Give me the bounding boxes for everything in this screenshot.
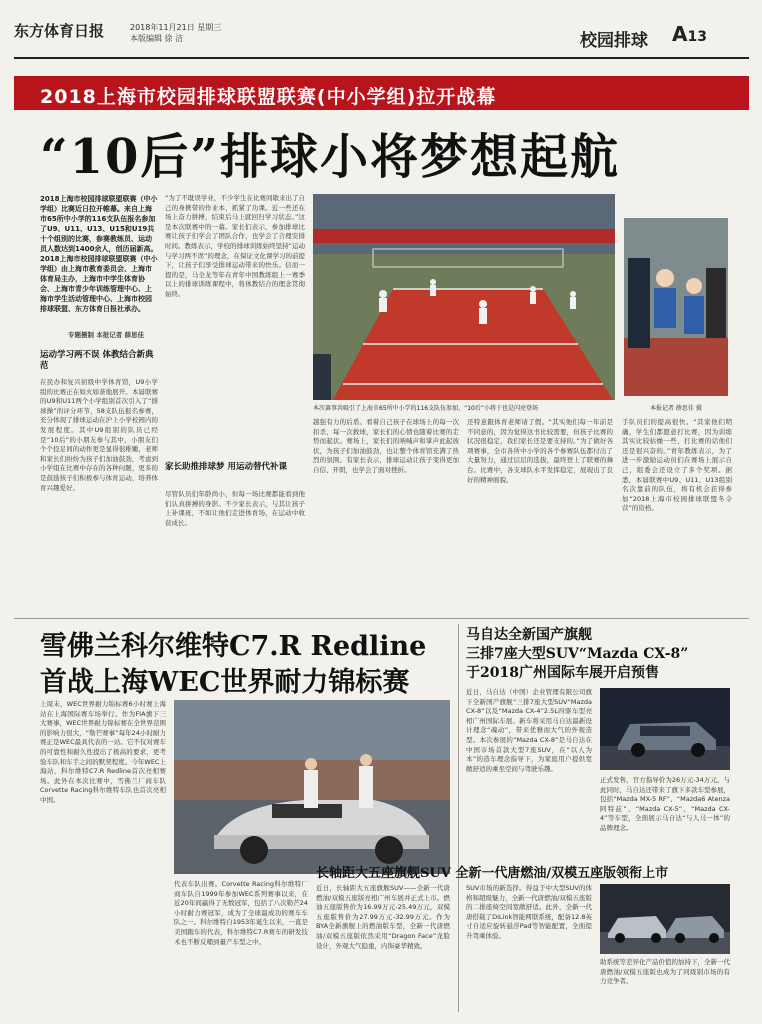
- newspaper-brand: 东方体育日报: [14, 22, 105, 40]
- mazda-photo: [600, 688, 730, 770]
- tang-column-2: SUV市场的新选择。得益于中大型SUV的体格和超级魅力，全新一代唐燃油/双模五座版的二排座椅空间宽敞舒适。此外，全新一代唐搭载了DiLink智能网联系统，配备12.8英寸自适应旋转悬浮Pad等智能配置，全面提升驾乘体验。: [466, 884, 592, 940]
- side-photo-caption: 本报记者 薛思佳 摄: [650, 405, 702, 412]
- photo-caption: 本次赛事共吸引了上海市65所中小学的116支队伍参加，“10后”小将于也是闪亮登场: [313, 405, 538, 412]
- byline: 专题摄制 本报记者 薛思佳: [68, 331, 145, 339]
- banner-title: 2018上海市校园排球联盟联赛(中小学组)拉开战幕: [40, 86, 497, 108]
- mazda-headline-1: 马自达全新国产旗舰: [466, 627, 592, 643]
- vertical-divider: [458, 624, 459, 1012]
- subhead-2: 家长助推排球梦 用运动替代补课: [165, 462, 287, 472]
- lead-paragraph: 2018上海市校园排球联盟联赛（中小学组）比赛近日拉开帷幕。来自上海市65所中小学的116支队伍报名参加了U9、U11、U13、U15和U19共十个组别的比赛，参赛教练员、运动员人数达到1400余人，创历届新高。2018上海市校园排球联盟联赛（中小学组）由上海市教育委员会、上海市体育局主办，上海市中学生体育协会、上海市青少年训练管理中心、上海市学生活动管理中心、上海市校园排球联盟、东方体育日报社承办。: [40, 195, 158, 313]
- corvette-photo: [174, 700, 450, 874]
- mazda-column-1: 近日，马自达（中国）企业管理有限公司旗下全新国产旗舰“三排7座大型SUV“Mazda CX-8”以及“Mazda CX-4”2.5L四驱车型亮相广州国际车展。新车将采用马自达最新设计理念“魂动”，带来优雅而大气的外观造型。本次参展的“Mazda CX-8”是马自达在中国市场首款大型7座SUV，在“以人为本”的造车理念指导下，为家庭用户提供宽敞舒适的乘坐空间与驾驶乐趣。: [466, 688, 592, 773]
- suv-illustration: [600, 688, 730, 770]
- editor-line: 本版编辑 徐 洁: [130, 34, 184, 43]
- corvette-headline-2: 首战上海WEC世界耐力锦标赛: [40, 667, 410, 698]
- subhead-1: 运动学习两不误 体教结合新典范: [40, 350, 154, 371]
- mazda-column-2: 正式发售，官方指导价为26万元-34万元。与此同时，马自达还带来了旗下多款车型参展，包括“Mazda MX-5 RF”、“Mazda6 Atenza阿特兹”、“Mazda CX-5”、“Mazda CX-4”等车型，全面展示马自达“与人马一体”的品牌理念。: [600, 776, 730, 832]
- main-headline: “10后”排球小将梦想起航: [40, 129, 621, 185]
- corvette-column-1: 上周末，WEC世界耐力锦标赛6小时赛上海站在上海国际赛车场举行。作为FIA旗下三大赛事，WEC世界耐力锦标赛在全世界范围的影响力很大，“勒芒赛事”每年24小时耐力赛正是WEC最具代表的一站。它不仅对赛车的可靠性和耐久性提出了极高的要求，更考验车队和车手之间的默契程度。今年WEC上海站，科尔维特C7.R Redline首次亮相赛场。此外在本次比赛中，雪佛兰厂商车队Corvette Racing科尔维特车队也首次亮相中国。: [40, 700, 166, 804]
- tang-column-3: 助系统等差异化产品价值的加持下，全新一代唐燃油/双模五座版也成为了同级别市场的有力竞争者。: [600, 958, 730, 986]
- race-car-illustration: [174, 700, 450, 874]
- page-number: A13: [672, 22, 707, 46]
- corvette-column-2: 代表车队出赛。Corvette Racing科尔维特厂商车队自1999年参加WEC系列赛事以来，在近20年间赢得了无数冠军，包括了八次勒芒24小时耐力赛冠军，成为了全球最成功的赛车车队之一。科尔维特自1953年诞生以来，一直是美国跑车的代表，科尔维特C7.R赛车的研发技术也不断反哺到量产车型之中。: [174, 880, 308, 946]
- mazda-headline-2: 三排7座大型SUV“Mazda CX-8”: [466, 646, 689, 662]
- corvette-headline-1: 雪佛兰科尔维特C7.R Redline: [40, 631, 427, 662]
- tang-headline: 长轴距大五座旗舰SUV 全新一代唐燃油/双模五座版领衔上市: [316, 866, 669, 881]
- section-divider: [14, 618, 749, 619]
- kids-illustration: [624, 218, 728, 396]
- issue-date: [130, 22, 221, 44]
- column-2: “为了不耽误学业，不少学生在比赛间歇来出了自己的身携带的作业本，抓紧了功课。近一些还在场上奋力拼搏，结束后马上就回归学习状态。”这是本次联赛中的一幕。家长们表示，参加排球比赛让孩子们学会了团队合作，也学会了合理安排时间。教练表示，学校的排球训练始终坚持“运动与学习两不误”的理念，在保证文化课学习的前提下，让孩子们享受排球运动带来的快乐。信而一提的是，马全龙等年在青年中国教练组上一赛季以上的排球训练课程中，将体教结合的理念贯彻始终。: [165, 194, 305, 298]
- tang-column-1: 近日，长轴距大五座旗舰SUV——全新一代唐燃油/双模五座版亮相广州车展并正式上市。燃油五座版售价为16.99万元-25.49万元，双模五座版售价为27.99万元-32.99万元。作为BYA全新旗舰上的燃油版车型，全新一代唐燃油/双模五座版依然采用“Dragon Face”龙脸设计，外观大气稳重，内饰豪华精致。: [316, 884, 450, 950]
- kids-team-photo: [624, 218, 728, 396]
- mazda-headline-3: 于2018广州国际车展开启预售: [466, 665, 659, 681]
- column-4: 还特意跟体育老师请了假。“其实他们每一年前是不同意的，因为觉得这书比较需要，但孩子比赛的状况很稳定，我们家长还是要支持的。”为了做好各项赛事，全市各所中小学的各个参赛队伍都付出了大量努力，通过层层的选拔，最终登上了联赛的舞台。比赛中，各支球队水平发挥稳定，展现出了良好的精神面貌。: [467, 418, 613, 484]
- header-rule: [14, 57, 749, 59]
- column-2b: 尽管队员们年龄尚小，但每一场比赛都能看到他们认真拼搏的身影。不少家长表示，与其让孩子上补课班，不如让他们走进体育场，在运动中收获成长。: [165, 490, 305, 527]
- section-title: 校园排球: [580, 31, 648, 51]
- date-line: 2018年11月21日 星期三: [130, 23, 222, 32]
- column-3: 越强有力的后盾。看着自己孩子在球场上的每一次扣杀，每一次救球，家长们的心情也随着比赛的走势而起伏。赛场上，家长们的呐喊声和掌声此起彼伏，为孩子们加油鼓劲，也让整个体育馆充满了热烈的氛围。有家长表示，排球运动让孩子变得更加自信、开朗，也学会了面对挫折。: [313, 418, 459, 474]
- volleyball-court-illustration: [313, 194, 615, 400]
- column-1: 在民办和复兴初级中学体育馆，U9小学组的比赛正在如火如荼地展开。本届联赛的U9和U11两个小学组别首次引入了“排球操”的评分环节，58支队伍报名参赛，充分体现了排球运动在沪上小学校园内的发展程度。其中U9组别的队员已经是“10后”的小朋友参与其中，小朋友们个个投足间的动作更是显得很稚嫩，老师和家长们纷纷为孩子们加油鼓劲，考虑到小学组在比赛中存在的各种问题，更多的是鼓励孩子们积极参与体育运动，培养体育兴趣爱好。: [40, 378, 158, 492]
- tang-photo: [600, 884, 730, 954]
- volleyball-photo: [313, 194, 615, 400]
- column-5: 手队员们的提高很快。“其家他们明确，学生们都愿意打比赛，因为训练其实比较枯燥一些，打比赛的话他们还是很兴奋的。”青年教练表示，为了进一步激励运动员们在赛场上展示自己，组委会还设立了多个奖项。据悉，本届联赛中U9、U11、U13组别名次靠前的队伍，将有机会获得参加“2018上海市校园排球联盟冬令营”的资格。: [622, 418, 732, 513]
- tang-suv-illustration: [600, 884, 730, 954]
